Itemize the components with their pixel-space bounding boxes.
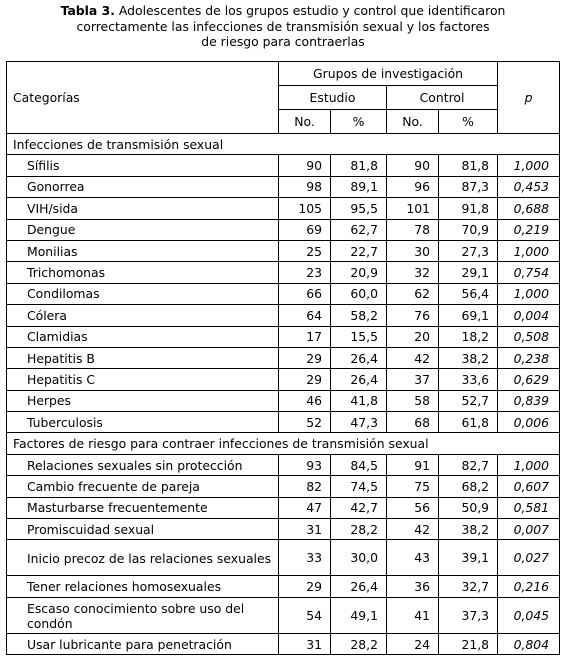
p-value-cell: 1,000 xyxy=(498,283,560,304)
control-count-cell: 76 xyxy=(387,305,439,326)
estudio-count-cell: 69 xyxy=(279,219,331,240)
category-cell: Herpes xyxy=(7,390,279,411)
control-percent-cell: 32,7 xyxy=(439,576,498,597)
control-percent-cell: 52,7 xyxy=(439,390,498,411)
section-header: Infecciones de transmisión sexual xyxy=(7,134,560,155)
table-row xyxy=(7,347,560,368)
control-percent-cell: 27,3 xyxy=(439,240,498,261)
control-count-cell: 42 xyxy=(387,519,439,540)
control-count-cell: 96 xyxy=(387,176,439,197)
estudio-count-cell: 93 xyxy=(279,454,331,475)
category-cell: Monilias xyxy=(7,240,279,261)
control-count-cell: 78 xyxy=(387,219,439,240)
category-cell: Condilomas xyxy=(7,283,279,304)
estudio-count-cell: 31 xyxy=(279,519,331,540)
control-count-cell: 56 xyxy=(387,497,439,518)
estudio-count-cell: 90 xyxy=(279,155,331,176)
table-row xyxy=(7,326,560,347)
table-row xyxy=(7,454,560,475)
estudio-percent-cell: 49,1 xyxy=(331,597,387,633)
control-count-cell: 68 xyxy=(387,412,439,433)
p-value-cell: 0,027 xyxy=(498,540,560,576)
control-percent-cell: 50,9 xyxy=(439,497,498,518)
p-value-cell: 0,453 xyxy=(498,176,560,197)
estudio-count-cell: 23 xyxy=(279,262,331,283)
control-percent-cell: 69,1 xyxy=(439,305,498,326)
estudio-percent-cell: 60,0 xyxy=(331,283,387,304)
table-row xyxy=(7,219,560,240)
estudio-count-cell: 17 xyxy=(279,326,331,347)
control-count-cell: 42 xyxy=(387,347,439,368)
p-value-cell: 1,000 xyxy=(498,155,560,176)
table-row xyxy=(7,283,560,304)
estudio-percent-cell: 26,4 xyxy=(331,369,387,390)
category-cell: Cambio frecuente de pareja xyxy=(7,476,279,497)
p-value-cell: 0,045 xyxy=(498,597,560,633)
estudio-count-cell: 64 xyxy=(279,305,331,326)
table-row xyxy=(7,497,560,518)
control-count-cell: 41 xyxy=(387,597,439,633)
estudio-count-cell: 29 xyxy=(279,369,331,390)
p-value-cell: 0,607 xyxy=(498,476,560,497)
caption-label: Tabla 3. xyxy=(60,3,115,18)
control-count-cell: 58 xyxy=(387,390,439,411)
estudio-percent-cell: 42,7 xyxy=(331,497,387,518)
estudio-percent-cell: 26,4 xyxy=(331,347,387,368)
table-row xyxy=(7,476,560,497)
p-value-cell: 0,006 xyxy=(498,412,560,433)
estudio-count-cell: 52 xyxy=(279,412,331,433)
table-row xyxy=(7,540,560,576)
control-percent-cell: 18,2 xyxy=(439,326,498,347)
category-cell: Sífilis xyxy=(7,155,279,176)
header-p: p xyxy=(498,62,560,134)
estudio-count-cell: 98 xyxy=(279,176,331,197)
category-cell: Gonorrea xyxy=(7,176,279,197)
control-count-cell: 90 xyxy=(387,155,439,176)
category-cell: VIH/sida xyxy=(7,198,279,219)
control-count-cell: 43 xyxy=(387,540,439,576)
estudio-percent-cell: 20,9 xyxy=(331,262,387,283)
control-percent-cell: 81,8 xyxy=(439,155,498,176)
control-percent-cell: 68,2 xyxy=(439,476,498,497)
category-cell: Clamidias xyxy=(7,326,279,347)
estudio-percent-cell: 26,4 xyxy=(331,576,387,597)
estudio-percent-cell: 28,2 xyxy=(331,519,387,540)
estudio-count-cell: 31 xyxy=(279,633,331,654)
control-percent-cell: 70,9 xyxy=(439,219,498,240)
estudio-count-cell: 46 xyxy=(279,390,331,411)
data-table xyxy=(6,61,560,655)
estudio-percent-cell: 62,7 xyxy=(331,219,387,240)
estudio-percent-cell: 81,8 xyxy=(331,155,387,176)
table-row xyxy=(7,262,560,283)
caption-line-2: correctamente las infecciones de transmisión sexual y los factores xyxy=(76,18,490,34)
category-cell: Inicio precoz de las relaciones sexuales xyxy=(7,540,279,576)
header-control: Control xyxy=(387,86,498,110)
estudio-count-cell: 82 xyxy=(279,476,331,497)
control-count-cell: 75 xyxy=(387,476,439,497)
table-row xyxy=(7,519,560,540)
estudio-percent-cell: 47,3 xyxy=(331,412,387,433)
estudio-count-cell: 29 xyxy=(279,576,331,597)
header-categorias: Categorías xyxy=(7,62,279,134)
estudio-count-cell: 54 xyxy=(279,597,331,633)
control-percent-cell: 91,8 xyxy=(439,198,498,219)
category-cell: Masturbarse frecuentemente xyxy=(7,497,279,518)
estudio-percent-cell: 74,5 xyxy=(331,476,387,497)
caption-line-3: de riesgo para contraerlas xyxy=(201,34,365,49)
estudio-count-cell: 66 xyxy=(279,283,331,304)
estudio-count-cell: 105 xyxy=(279,198,331,219)
control-count-cell: 32 xyxy=(387,262,439,283)
control-percent-cell: 39,1 xyxy=(439,540,498,576)
category-cell: Usar lubricante para penetración xyxy=(7,633,279,654)
control-percent-cell: 56,4 xyxy=(439,283,498,304)
estudio-percent-cell: 95,5 xyxy=(331,198,387,219)
category-cell: Promiscuidad sexual xyxy=(7,519,279,540)
control-count-cell: 37 xyxy=(387,369,439,390)
control-count-cell: 24 xyxy=(387,633,439,654)
p-value-cell: 0,004 xyxy=(498,305,560,326)
header-no-control: No. xyxy=(387,110,439,134)
estudio-percent-cell: 30,0 xyxy=(331,540,387,576)
control-percent-cell: 37,3 xyxy=(439,597,498,633)
p-value-cell: 0,508 xyxy=(498,326,560,347)
control-count-cell: 36 xyxy=(387,576,439,597)
estudio-percent-cell: 22,7 xyxy=(331,240,387,261)
category-cell: Trichomonas xyxy=(7,262,279,283)
p-value-cell: 0,629 xyxy=(498,369,560,390)
p-value-cell: 0,581 xyxy=(498,497,560,518)
category-cell: Dengue xyxy=(7,219,279,240)
control-percent-cell: 29,1 xyxy=(439,262,498,283)
table-row xyxy=(7,633,560,654)
control-count-cell: 20 xyxy=(387,326,439,347)
caption-line-1: Adolescentes de los grupos estudio y control que identificaron xyxy=(118,3,506,18)
estudio-percent-cell: 89,1 xyxy=(331,176,387,197)
table-row xyxy=(7,597,560,633)
control-percent-cell: 87,3 xyxy=(439,176,498,197)
header-grupos: Grupos de investigación xyxy=(279,62,498,86)
header-no-estudio: No. xyxy=(279,110,331,134)
p-value-cell: 1,000 xyxy=(498,454,560,475)
p-value-cell: 1,000 xyxy=(498,240,560,261)
table-row xyxy=(7,176,560,197)
table-row xyxy=(7,576,560,597)
table-row xyxy=(7,240,560,261)
estudio-count-cell: 47 xyxy=(279,497,331,518)
control-count-cell: 30 xyxy=(387,240,439,261)
control-count-cell: 62 xyxy=(387,283,439,304)
control-count-cell: 101 xyxy=(387,198,439,219)
category-cell: Relaciones sexuales sin protección xyxy=(7,454,279,475)
category-cell: Cólera xyxy=(7,305,279,326)
p-value-cell: 0,839 xyxy=(498,390,560,411)
p-value-cell: 0,007 xyxy=(498,519,560,540)
control-percent-cell: 38,2 xyxy=(439,519,498,540)
estudio-percent-cell: 15,5 xyxy=(331,326,387,347)
estudio-percent-cell: 41,8 xyxy=(331,390,387,411)
table-row xyxy=(7,198,560,219)
control-percent-cell: 38,2 xyxy=(439,347,498,368)
table-caption xyxy=(0,3,566,50)
table-body xyxy=(7,134,560,655)
estudio-count-cell: 25 xyxy=(279,240,331,261)
table-row xyxy=(7,390,560,411)
category-cell: Tuberculosis xyxy=(7,412,279,433)
header-estudio: Estudio xyxy=(279,86,387,110)
control-percent-cell: 61,8 xyxy=(439,412,498,433)
control-count-cell: 91 xyxy=(387,454,439,475)
table-row xyxy=(7,369,560,390)
p-value-cell: 0,216 xyxy=(498,576,560,597)
p-value-cell: 0,804 xyxy=(498,633,560,654)
table-row xyxy=(7,305,560,326)
estudio-count-cell: 29 xyxy=(279,347,331,368)
header-pct-estudio: % xyxy=(331,110,387,134)
control-percent-cell: 33,6 xyxy=(439,369,498,390)
estudio-percent-cell: 58,2 xyxy=(331,305,387,326)
p-value-cell: 0,238 xyxy=(498,347,560,368)
header-pct-control: % xyxy=(439,110,498,134)
p-value-cell: 0,688 xyxy=(498,198,560,219)
estudio-percent-cell: 28,2 xyxy=(331,633,387,654)
category-cell: Hepatitis C xyxy=(7,369,279,390)
table-row xyxy=(7,155,560,176)
estudio-count-cell: 33 xyxy=(279,540,331,576)
p-value-cell: 0,219 xyxy=(498,219,560,240)
p-value-cell: 0,754 xyxy=(498,262,560,283)
table-row xyxy=(7,412,560,433)
control-percent-cell: 21,8 xyxy=(439,633,498,654)
estudio-percent-cell: 84,5 xyxy=(331,454,387,475)
category-cell: Hepatitis B xyxy=(7,347,279,368)
category-cell: Escaso conocimiento sobre uso del condón xyxy=(7,597,279,633)
control-percent-cell: 82,7 xyxy=(439,454,498,475)
category-cell: Tener relaciones homosexuales xyxy=(7,576,279,597)
section-header: Factores de riesgo para contraer infecciones de transmisión sexual xyxy=(7,433,560,454)
